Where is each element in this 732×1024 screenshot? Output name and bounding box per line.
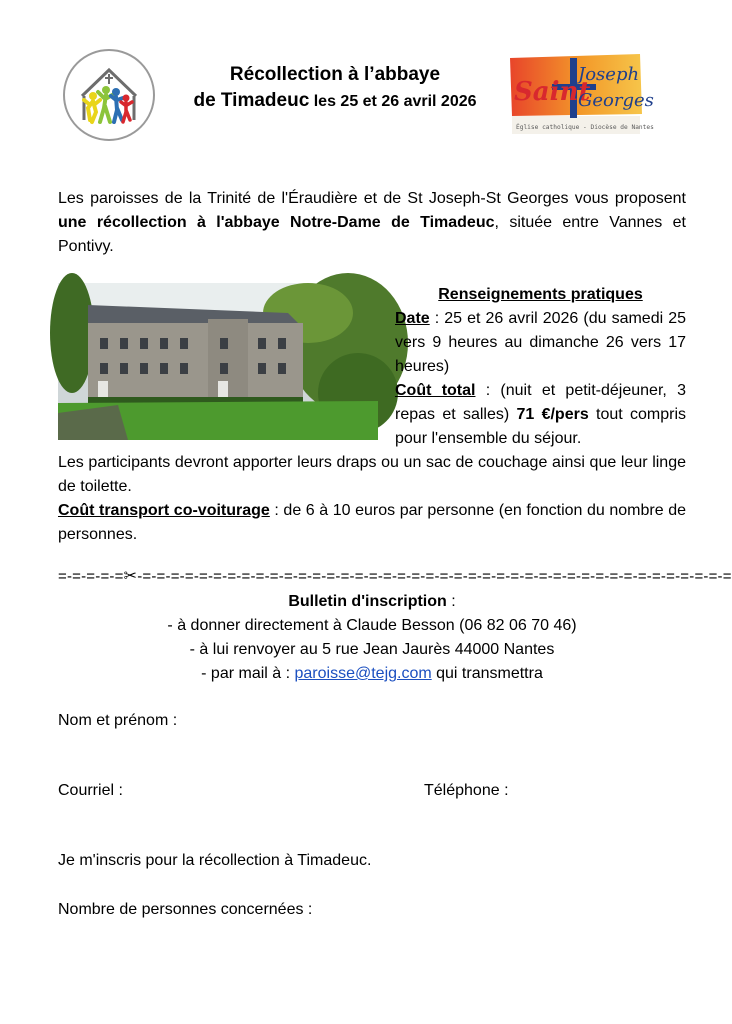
scissors-icon: ✂: [123, 568, 138, 585]
cost-text-1: : (nuit et petit-déjeuner, 3 repas et salles): [395, 382, 686, 423]
date-label: Date: [395, 310, 430, 327]
bulletin-line-3: [58, 662, 686, 686]
registration-bulletin: [58, 590, 686, 686]
separator-right: -=-=-=-=-=-=-=-=-=-=-=-=-=-=-=-=-=-=-=-=-=-=-=-=-=-=-=-=-=-=-=-=-=-=-=-=-=-=-=-=-=-=: [137, 568, 732, 585]
title-line-1: Récollection à l’abbaye: [229, 64, 441, 85]
bulletin-line-1: - à donner directement à Claude Besson (06 82 06 70 46): [167, 617, 577, 634]
email-field-label: Courriel :: [58, 782, 123, 799]
bulletin-line-2: - à lui renvoyer au 5 rue Jean Jaurès 44000 Nantes: [189, 641, 555, 658]
name-field-label: Nom et prénom :: [58, 712, 178, 729]
cut-separator: [58, 567, 732, 587]
cost-text-2: tout compris pour l'ensemble du séjour.: [395, 406, 686, 447]
abbey-building-image: [58, 283, 378, 440]
separator-left: =-=-=-=-=: [58, 568, 124, 585]
bedding-paragraph: Les participants devront apporter leurs draps ou un sac de couchage ainsi que leur linge de toilette.: [58, 454, 686, 495]
transport-paragraph: [58, 499, 686, 547]
intro-part-2: , située entre Vannes et Pontivy.: [58, 214, 686, 255]
cost-label: Coût total: [395, 382, 476, 399]
title-date: les 25 et 26 avril 2026: [309, 93, 477, 110]
transport-label: Coût transport co-voiturage: [58, 502, 270, 519]
intro-paragraph: [58, 187, 686, 259]
date-paragraph: [395, 307, 686, 379]
logo-saint-text: Saint: [514, 77, 591, 107]
logo-joseph-text: Joseph: [578, 64, 640, 85]
parish-logo: [62, 48, 156, 142]
bulletin-line-3-suffix: qui transmettra: [431, 665, 543, 682]
abbey-photo: [58, 283, 378, 440]
logo-subtitle: Église catholique - Diocèse de Nantes: [516, 124, 654, 131]
saint-joseph-logo-graphic: [506, 52, 654, 136]
email-link[interactable]: paroisse@tejg.com: [294, 665, 432, 682]
phone-field-label: Téléphone :: [424, 782, 509, 799]
intro-part-1: Les paroisses de la Trinité de l'Éraudière et de St Joseph-St Georges vous proposent: [58, 190, 686, 207]
document-title: [170, 62, 500, 115]
signup-statement: Je m'inscris pour la récollection à Timadeuc.: [58, 852, 372, 869]
bulletin-line-3-prefix: - par mail à :: [201, 665, 295, 682]
transport-text: : de 6 à 10 euros par personne (en fonction du nombre de personnes.: [58, 502, 687, 543]
intro-bold: une récollection à l'abbaye Notre-Dame de Timadeuc: [58, 214, 495, 231]
bulletin-title: Bulletin d'inscription: [288, 593, 447, 610]
title-place: de Timadeuc: [193, 90, 310, 111]
cost-amount: 71 €/pers: [516, 406, 589, 423]
title-line-2: [170, 88, 500, 115]
practical-info: [395, 283, 686, 451]
date-text: : 25 et 26 avril 2026 (du samedi 25 vers 9 heures au dimanche 26 vers 17 heures): [395, 310, 686, 375]
bulletin-heading: [58, 590, 686, 614]
cost-paragraph: [395, 379, 686, 451]
people-count-label: Nombre de personnes concernées :: [58, 901, 313, 918]
logo-georges-text: Georges: [578, 90, 654, 111]
parish-logo-icon: [62, 48, 156, 142]
saint-joseph-saint-georges-logo: [506, 52, 654, 136]
practical-info-title: Renseignements pratiques: [438, 286, 643, 303]
bulletin-title-suffix: :: [446, 593, 456, 610]
